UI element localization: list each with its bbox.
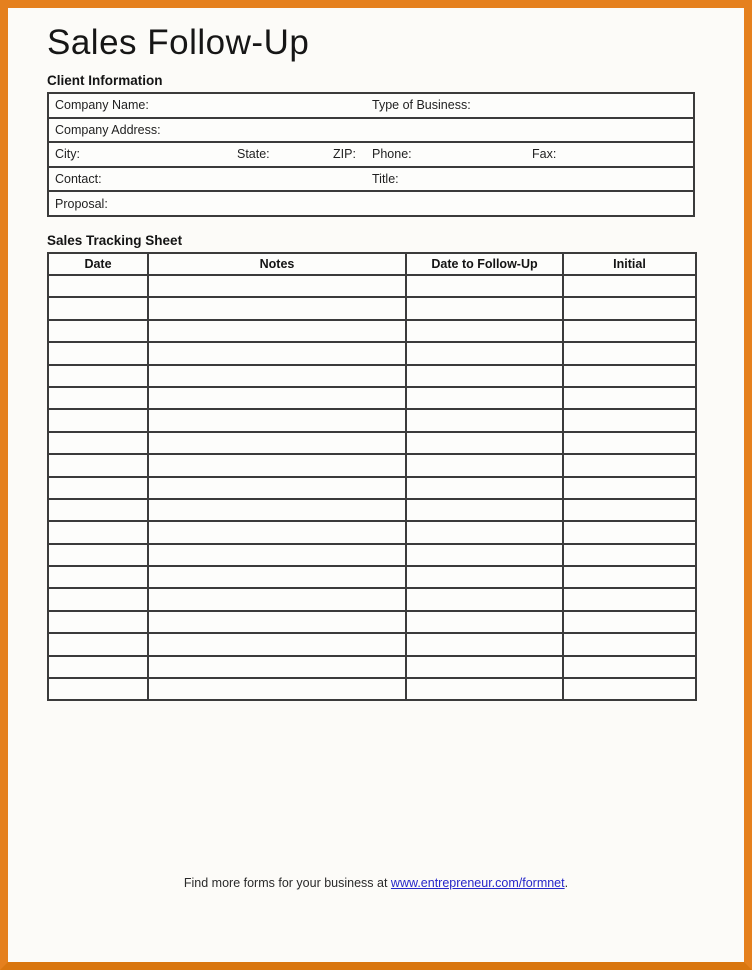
tracking-row bbox=[48, 432, 696, 454]
field-proposal: Proposal: bbox=[55, 196, 108, 211]
client-info-row-proposal bbox=[49, 190, 693, 215]
tracking-cell bbox=[48, 477, 148, 499]
tracking-cell bbox=[48, 678, 148, 700]
sales-tracking-heading: Sales Tracking Sheet bbox=[47, 233, 183, 248]
tracking-cell bbox=[148, 678, 406, 700]
field-title: Title: bbox=[372, 172, 399, 187]
tracking-cell bbox=[563, 320, 696, 342]
client-information-table bbox=[47, 92, 695, 217]
tracking-cell bbox=[148, 387, 406, 409]
client-info-row-contact bbox=[49, 166, 693, 191]
client-info-row-address bbox=[49, 117, 693, 142]
column-header-date: Date bbox=[48, 253, 148, 275]
tracking-cell bbox=[148, 544, 406, 566]
tracking-cell bbox=[406, 544, 563, 566]
tracking-cell bbox=[406, 611, 563, 633]
tracking-cell bbox=[563, 365, 696, 387]
column-header-initial: Initial bbox=[563, 253, 696, 275]
footer-text-suffix: . bbox=[564, 876, 569, 890]
tracking-cell bbox=[148, 611, 406, 633]
tracking-cell bbox=[563, 611, 696, 633]
field-state: State: bbox=[237, 147, 270, 162]
tracking-cell bbox=[48, 611, 148, 633]
tracking-cell bbox=[563, 678, 696, 700]
client-info-row-company bbox=[49, 94, 693, 117]
formnet-link[interactable]: www.entrepreneur.com/formnet bbox=[390, 876, 565, 890]
tracking-cell bbox=[148, 633, 406, 655]
tracking-cell bbox=[406, 409, 563, 431]
field-fax: Fax: bbox=[532, 147, 557, 162]
field-company-name: Company Name: bbox=[55, 98, 149, 113]
tracking-cell bbox=[148, 521, 406, 543]
tracking-cell bbox=[48, 566, 148, 588]
tracking-cell bbox=[48, 365, 148, 387]
tracking-row bbox=[48, 365, 696, 387]
tracking-cell bbox=[48, 320, 148, 342]
tracking-cell bbox=[148, 588, 406, 610]
tracking-cell bbox=[563, 633, 696, 655]
tracking-cell bbox=[48, 297, 148, 319]
footer-note bbox=[0, 876, 752, 890]
tracking-cell bbox=[148, 409, 406, 431]
client-info-row-city bbox=[49, 141, 693, 166]
tracking-row bbox=[48, 588, 696, 610]
page-title: Sales Follow-Up bbox=[47, 23, 310, 62]
tracking-cell bbox=[563, 544, 696, 566]
tracking-table-body bbox=[48, 275, 696, 700]
tracking-cell bbox=[406, 297, 563, 319]
tracking-cell bbox=[563, 656, 696, 678]
tracking-cell bbox=[406, 342, 563, 364]
tracking-cell bbox=[148, 566, 406, 588]
tracking-cell bbox=[148, 454, 406, 476]
tracking-cell bbox=[406, 633, 563, 655]
tracking-cell bbox=[563, 342, 696, 364]
tracking-cell bbox=[406, 678, 563, 700]
column-header-notes: Notes bbox=[148, 253, 406, 275]
column-header-follow-up: Date to Follow-Up bbox=[406, 253, 563, 275]
tracking-cell bbox=[563, 521, 696, 543]
tracking-row bbox=[48, 611, 696, 633]
tracking-row bbox=[48, 678, 696, 700]
tracking-row bbox=[48, 297, 696, 319]
tracking-cell bbox=[48, 633, 148, 655]
tracking-row bbox=[48, 499, 696, 521]
tracking-cell bbox=[148, 499, 406, 521]
client-information-heading: Client Information bbox=[47, 73, 163, 88]
tracking-header-row bbox=[48, 253, 696, 275]
tracking-cell bbox=[563, 297, 696, 319]
tracking-cell bbox=[563, 477, 696, 499]
sales-tracking-table bbox=[47, 252, 697, 701]
tracking-row bbox=[48, 566, 696, 588]
tracking-cell bbox=[563, 275, 696, 297]
tracking-row bbox=[48, 633, 696, 655]
tracking-row bbox=[48, 521, 696, 543]
tracking-cell bbox=[563, 454, 696, 476]
tracking-row bbox=[48, 342, 696, 364]
tracking-cell bbox=[406, 275, 563, 297]
tracking-row bbox=[48, 320, 696, 342]
field-phone: Phone: bbox=[372, 147, 412, 162]
tracking-cell bbox=[148, 432, 406, 454]
tracking-cell bbox=[148, 275, 406, 297]
tracking-cell bbox=[48, 544, 148, 566]
footer-text-prefix: Find more forms for your business at bbox=[183, 876, 391, 890]
tracking-cell bbox=[148, 342, 406, 364]
tracking-cell bbox=[48, 656, 148, 678]
tracking-cell bbox=[563, 387, 696, 409]
tracking-cell bbox=[148, 297, 406, 319]
tracking-cell bbox=[406, 320, 563, 342]
tracking-cell bbox=[148, 477, 406, 499]
tracking-row bbox=[48, 477, 696, 499]
tracking-cell bbox=[148, 365, 406, 387]
tracking-cell bbox=[406, 387, 563, 409]
tracking-cell bbox=[406, 499, 563, 521]
tracking-cell bbox=[48, 454, 148, 476]
tracking-cell bbox=[48, 588, 148, 610]
field-zip: ZIP: bbox=[333, 147, 356, 162]
tracking-cell bbox=[48, 432, 148, 454]
tracking-row bbox=[48, 454, 696, 476]
field-contact: Contact: bbox=[55, 172, 102, 187]
tracking-cell bbox=[406, 365, 563, 387]
tracking-row bbox=[48, 409, 696, 431]
tracking-cell bbox=[563, 588, 696, 610]
tracking-cell bbox=[406, 521, 563, 543]
tracking-cell bbox=[48, 275, 148, 297]
tracking-cell bbox=[48, 342, 148, 364]
tracking-cell bbox=[48, 521, 148, 543]
tracking-cell bbox=[148, 320, 406, 342]
tracking-row bbox=[48, 387, 696, 409]
tracking-row bbox=[48, 544, 696, 566]
tracking-row bbox=[48, 656, 696, 678]
tracking-cell bbox=[563, 409, 696, 431]
tracking-cell bbox=[563, 499, 696, 521]
tracking-cell bbox=[406, 656, 563, 678]
field-type-of-business: Type of Business: bbox=[372, 98, 471, 113]
tracking-cell bbox=[406, 432, 563, 454]
tracking-cell bbox=[406, 477, 563, 499]
tracking-cell bbox=[406, 566, 563, 588]
tracking-cell bbox=[563, 566, 696, 588]
tracking-cell bbox=[48, 409, 148, 431]
field-company-address: Company Address: bbox=[55, 122, 161, 137]
tracking-cell bbox=[148, 656, 406, 678]
tracking-cell bbox=[406, 454, 563, 476]
tracking-cell bbox=[563, 432, 696, 454]
tracking-cell bbox=[406, 588, 563, 610]
tracking-cell bbox=[48, 387, 148, 409]
field-city: City: bbox=[55, 147, 80, 162]
tracking-row bbox=[48, 275, 696, 297]
tracking-cell bbox=[48, 499, 148, 521]
